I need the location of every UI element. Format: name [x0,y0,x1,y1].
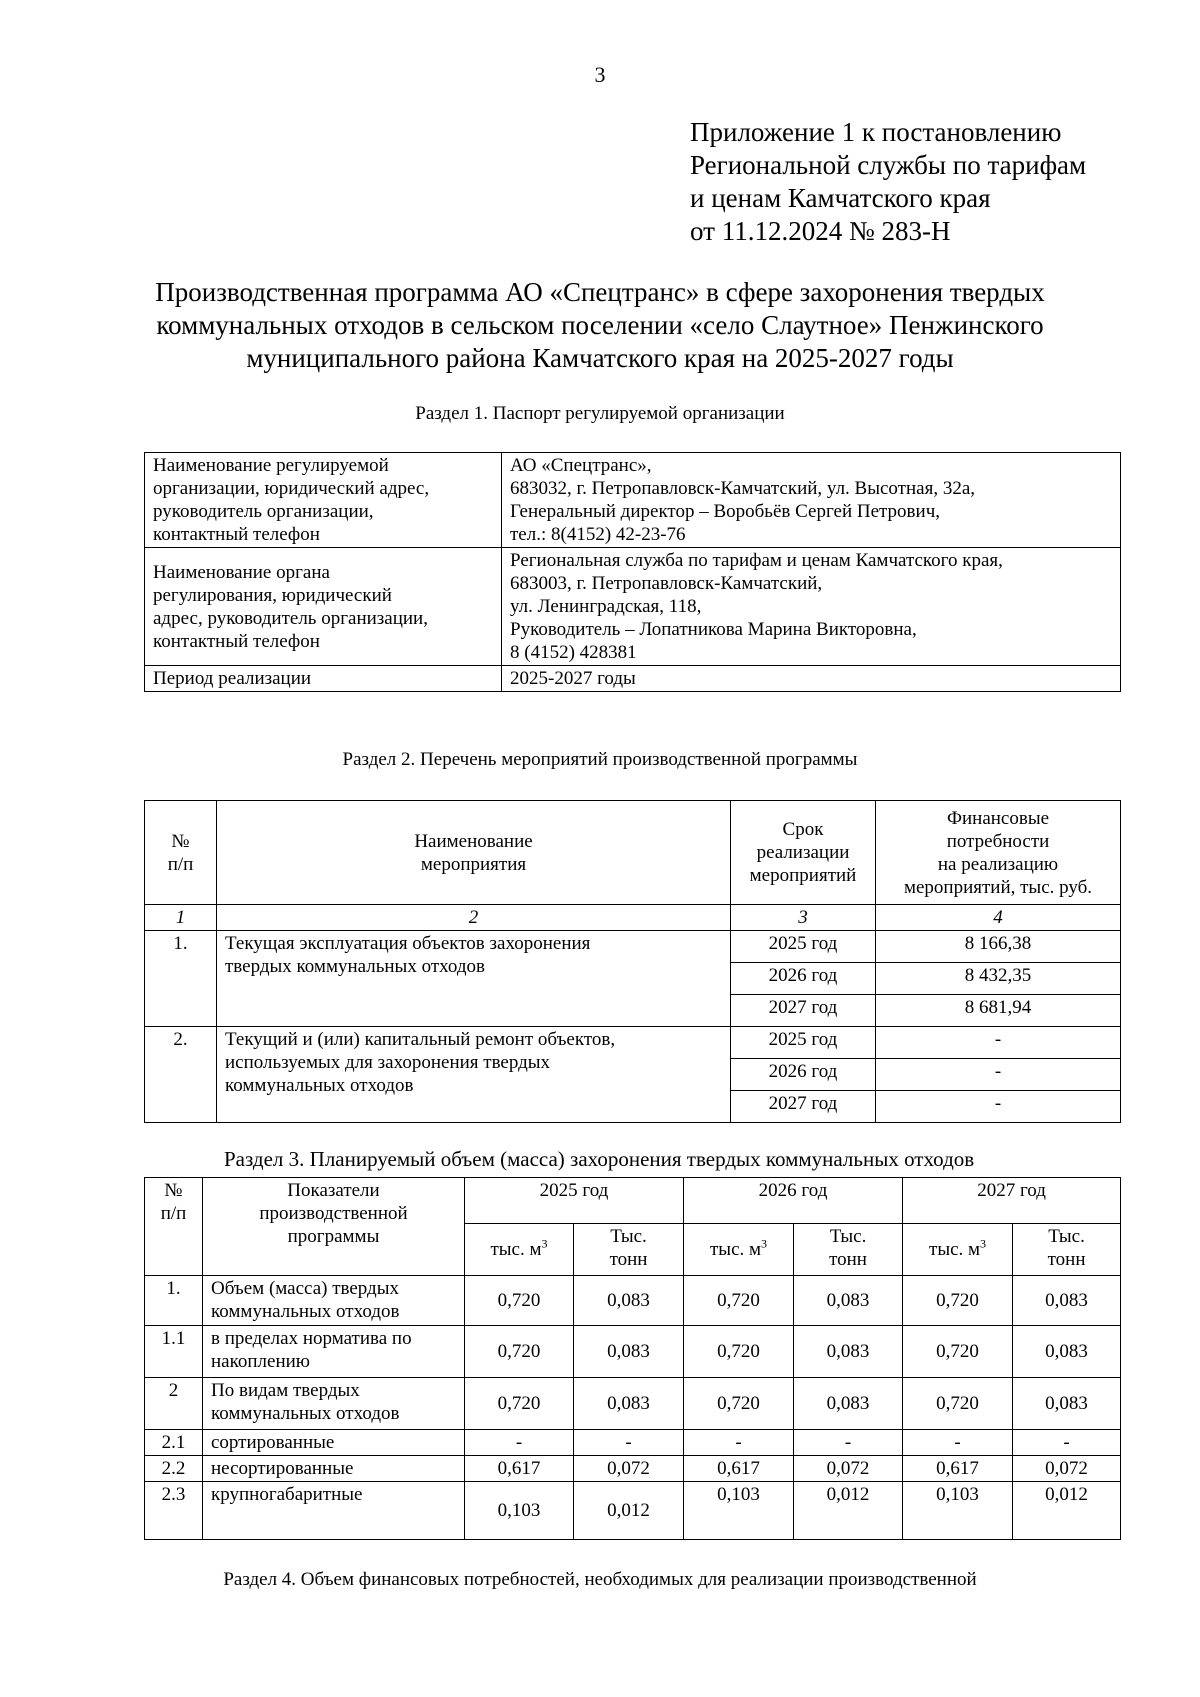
document-title [100,276,1100,375]
unit-t: Тыс. тонн [574,1224,684,1276]
item-name: Текущая эксплуатация объектов захоронения твердых коммунальных отходов [217,931,731,1027]
row-value: 0,083 [1013,1276,1121,1326]
section4-heading: Раздел 4. Объем финансовых потребностей, необходимых для реализации производственной [223,1569,977,1590]
page-number: 3 [594,62,606,87]
appendix-line: Приложение 1 к постановлению [690,117,1062,147]
row-value: 0,720 [465,1326,574,1378]
table-row [145,1456,1121,1482]
row-value: 0,720 [465,1378,574,1430]
row-value: 0,072 [574,1456,684,1482]
activities-table [144,800,1121,1123]
table-header-row [145,801,1121,905]
item-year: 2026 год [731,963,876,995]
column-number: 3 [731,905,876,931]
item-value: 8 432,35 [876,963,1121,995]
item-value: 8 166,38 [876,931,1121,963]
column-number: 4 [876,905,1121,931]
row-value: 0,617 [684,1456,794,1482]
row-value: - [684,1430,794,1456]
row-value: 0,012 [574,1482,684,1540]
row-value: 0,083 [794,1378,903,1430]
appendix-header [690,116,1086,248]
row-value: - [574,1430,684,1456]
row-num: 1. [145,1276,203,1326]
row-value: 0,103 [684,1482,794,1540]
passport-value: 2025-2027 годы [502,666,1121,692]
row-name: в пределах норматива по накоплению [203,1326,465,1378]
row-value: 0,012 [794,1482,903,1540]
row-name: сортированные [203,1430,465,1456]
item-year: 2026 год [731,1059,876,1091]
row-value: 0,720 [465,1276,574,1326]
table-row [145,931,1121,963]
appendix-line: Региональной службы по тарифам [690,150,1087,180]
table-row [145,1430,1121,1456]
item-value: - [876,1027,1121,1059]
table-header-row [145,1178,1121,1224]
row-value: 0,083 [574,1326,684,1378]
section2-heading: Раздел 2. Перечень мероприятий производственной программы [342,749,858,770]
table-row [145,1276,1121,1326]
row-value: 0,083 [574,1378,684,1430]
row-value: 0,012 [1013,1482,1121,1540]
title-line: коммунальных отходов в сельском поселении «село Слаутное» Пенжинского [156,310,1044,340]
passport-value: АО «Спецтранс», 683032, г. Петропавловск-Камчатский, ул. Высотная, 32а, Генеральный директор – Воробьёв Сергей Петрович, тел.: 8(4152) 42-23-76 [502,453,1121,548]
passport-value: Региональная служба по тарифам и ценам Камчатского края, 683003, г. Петропавловск-Камчатский, ул. Ленинградская, 118, Руководитель – Лопатникова Марина Викторовна, 8 (4152) 428381 [502,548,1121,666]
row-num: 2 [145,1378,203,1430]
unit-t: Тыс. тонн [794,1224,903,1276]
table-row [145,1482,1121,1540]
passport-table [144,452,1121,692]
header-year: 2026 год [684,1178,903,1224]
table-row [145,548,1121,666]
row-value: 0,083 [1013,1378,1121,1430]
volume-table [144,1177,1121,1540]
table-row [145,1027,1121,1059]
item-value: - [876,1059,1121,1091]
table-row [145,453,1121,548]
unit-m3: тыс. $м^3$ [684,1224,794,1276]
header-indicator: Показатели производственной программы [203,1178,465,1276]
row-value: - [903,1430,1013,1456]
item-num: 2. [145,1027,217,1123]
row-value: - [794,1430,903,1456]
appendix-line: от 11.12.2024 № 283-Н [690,216,951,246]
item-year: 2025 год [731,1027,876,1059]
row-value: 0,720 [903,1326,1013,1378]
column-number: 1 [145,905,217,931]
header-num: № п/п [145,1178,203,1276]
row-name: По видам твердых коммунальных отходов [203,1378,465,1430]
row-value: 0,103 [903,1482,1013,1540]
row-value: 0,617 [465,1456,574,1482]
header-term: Срок реализации мероприятий [731,801,876,905]
passport-label: Наименование органа регулирования, юридический адрес, руководитель организации, контактный телефон [145,548,502,666]
item-year: 2027 год [731,1091,876,1123]
item-year: 2027 год [731,995,876,1027]
passport-label: Период реализации [145,666,502,692]
item-value: - [876,1091,1121,1123]
column-number-row [145,905,1121,931]
header-num: № п/п [145,801,217,905]
column-number: 2 [217,905,731,931]
row-name: Объем (масса) твердых коммунальных отходов [203,1276,465,1326]
row-value: 0,083 [794,1326,903,1378]
row-value: - [465,1430,574,1456]
row-name: несортированные [203,1456,465,1482]
row-value: 0,083 [1013,1326,1121,1378]
row-value: 0,617 [903,1456,1013,1482]
row-value: 0,720 [903,1276,1013,1326]
header-year: 2025 год [465,1178,684,1224]
row-num: 1.1 [145,1326,203,1378]
passport-label: Наименование регулируемой организации, юридический адрес, руководитель организации, контактный телефон [145,453,502,548]
item-num: 1. [145,931,217,1027]
row-value: 0,720 [684,1326,794,1378]
appendix-line: и ценам Камчатского края [690,183,991,213]
row-value: 0,103 [465,1482,574,1540]
section3-heading: Раздел 3. Планируемый объем (масса) захоронения твердых коммунальных отходов [224,1147,975,1171]
row-value: 0,720 [684,1378,794,1430]
row-value: 0,083 [574,1276,684,1326]
unit-m3: тыс. $м^3$ [903,1224,1013,1276]
header-name: Наименование мероприятия [217,801,731,905]
row-name: крупногабаритные [203,1482,465,1540]
table-row [145,1378,1121,1430]
item-name: Текущий и (или) капитальный ремонт объектов, используемых для захоронения твердых коммунальных отходов [217,1027,731,1123]
table-row [145,666,1121,692]
header-year: 2027 год [903,1178,1121,1224]
row-value: 0,072 [794,1456,903,1482]
row-num: 2.1 [145,1430,203,1456]
item-year: 2025 год [731,931,876,963]
row-num: 2.2 [145,1456,203,1482]
title-line: муниципального района Камчатского края на 2025-2027 годы [246,343,954,373]
unit-t: Тыс. тонн [1013,1224,1121,1276]
row-value: 0,083 [794,1276,903,1326]
item-value: 8 681,94 [876,995,1121,1027]
row-value: 0,072 [1013,1456,1121,1482]
row-value: 0,720 [684,1276,794,1326]
row-value: - [1013,1430,1121,1456]
row-num: 2.3 [145,1482,203,1540]
table-row [145,1326,1121,1378]
row-value: 0,720 [903,1378,1013,1430]
section1-heading: Раздел 1. Паспорт регулируемой организации [415,403,785,424]
title-line: Производственная программа АО «Спецтранс» в сфере захоронения твердых [155,277,1045,307]
unit-m3: тыс. $м^3$ [465,1224,574,1276]
header-finance: Финансовые потребности на реализацию мероприятий, тыс. руб. [876,801,1121,905]
